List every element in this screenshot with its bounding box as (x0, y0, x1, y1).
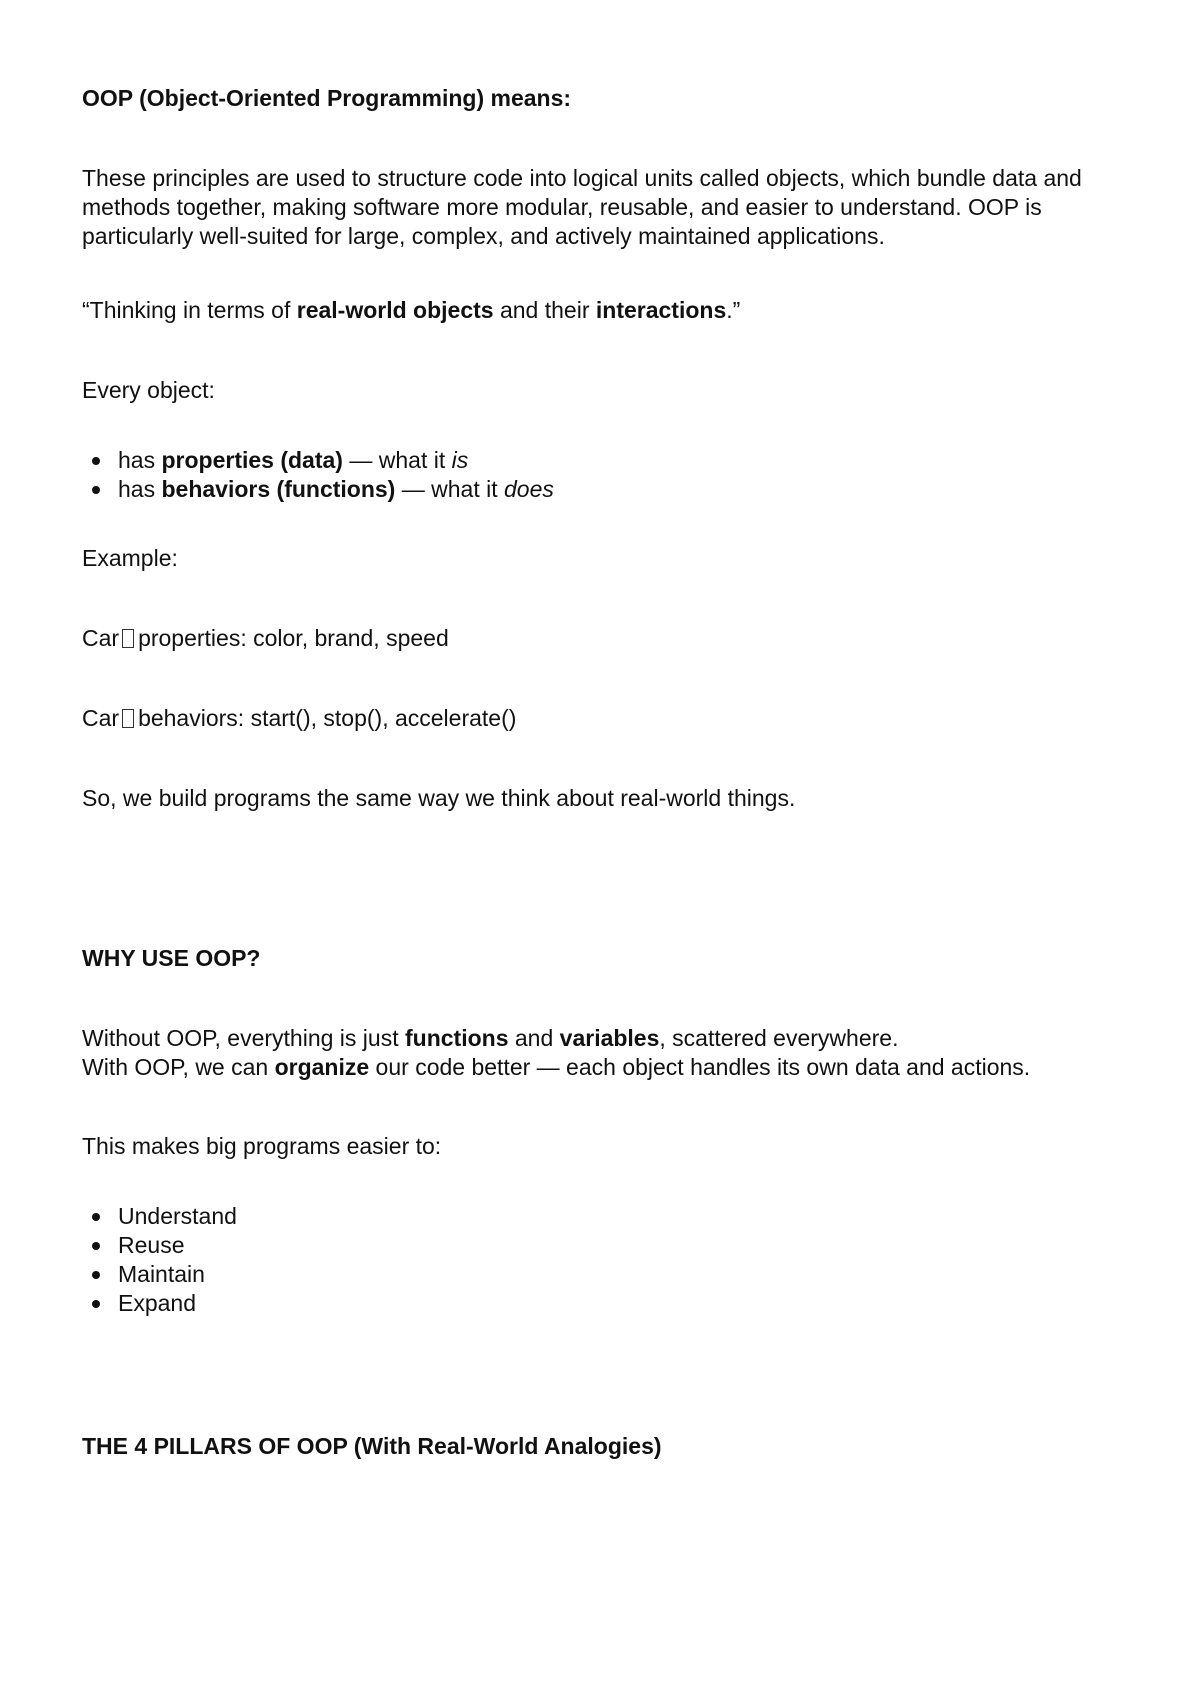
bullet-icon (92, 1213, 100, 1221)
every-object-label: Every object: (82, 377, 215, 403)
list-item: Expand (82, 1289, 1122, 1318)
example-properties: Car properties: color, brand, speed (82, 625, 449, 651)
bullet-icon (92, 457, 100, 465)
example-label: Example: (82, 545, 178, 571)
quote-close: .” (726, 297, 741, 323)
list-item: has behaviors (functions) — what it does (82, 475, 1122, 504)
list-item: Maintain (82, 1260, 1122, 1289)
bullet-icon (92, 1242, 100, 1250)
bullet-icon (92, 486, 100, 494)
list-item: Understand (82, 1202, 1122, 1231)
intro-paragraph: These principles are used to structure code into logical units called objects, which bundle data and methods together, making software more modular, reusable, and easier to understand. OOP is particularly well-suited for large, complex, and actively maintained applications. (82, 165, 1082, 249)
bullet-icon (92, 1300, 100, 1308)
example-conclusion: So, we build programs the same way we think about real-world things. (82, 785, 796, 811)
quote-mid: and their (493, 297, 596, 323)
bullet-icon (92, 1271, 100, 1279)
quote-strong-objects: real-world objects (296, 297, 494, 323)
missing-glyph-icon (122, 709, 134, 728)
quote-strong-interactions: interactions (595, 297, 727, 323)
why-heading: WHY USE OOP? (82, 945, 261, 971)
list-item: Reuse (82, 1231, 1122, 1260)
why-paragraph: Without OOP, everything is just functions and variables, scattered everywhere. With OOP, we can organize our code better — each object handles its own data and actions. (82, 1025, 1031, 1080)
intro-heading: OOP (Object-Oriented Programming) means: (82, 85, 572, 111)
missing-glyph-icon (122, 629, 134, 648)
pillars-heading: THE 4 PILLARS OF OOP (With Real-World Analogies) (82, 1433, 662, 1459)
example-behaviors: Car behaviors: start(), stop(), accelerate() (82, 705, 517, 731)
benefits-list (82, 1202, 1122, 1318)
easier-label: This makes big programs easier to: (82, 1133, 442, 1159)
intro-quote (82, 296, 1122, 325)
object-traits-list (82, 446, 1122, 504)
list-item: has properties (data) — what it is (82, 446, 1122, 475)
quote-open: “Thinking in terms of (82, 297, 297, 323)
